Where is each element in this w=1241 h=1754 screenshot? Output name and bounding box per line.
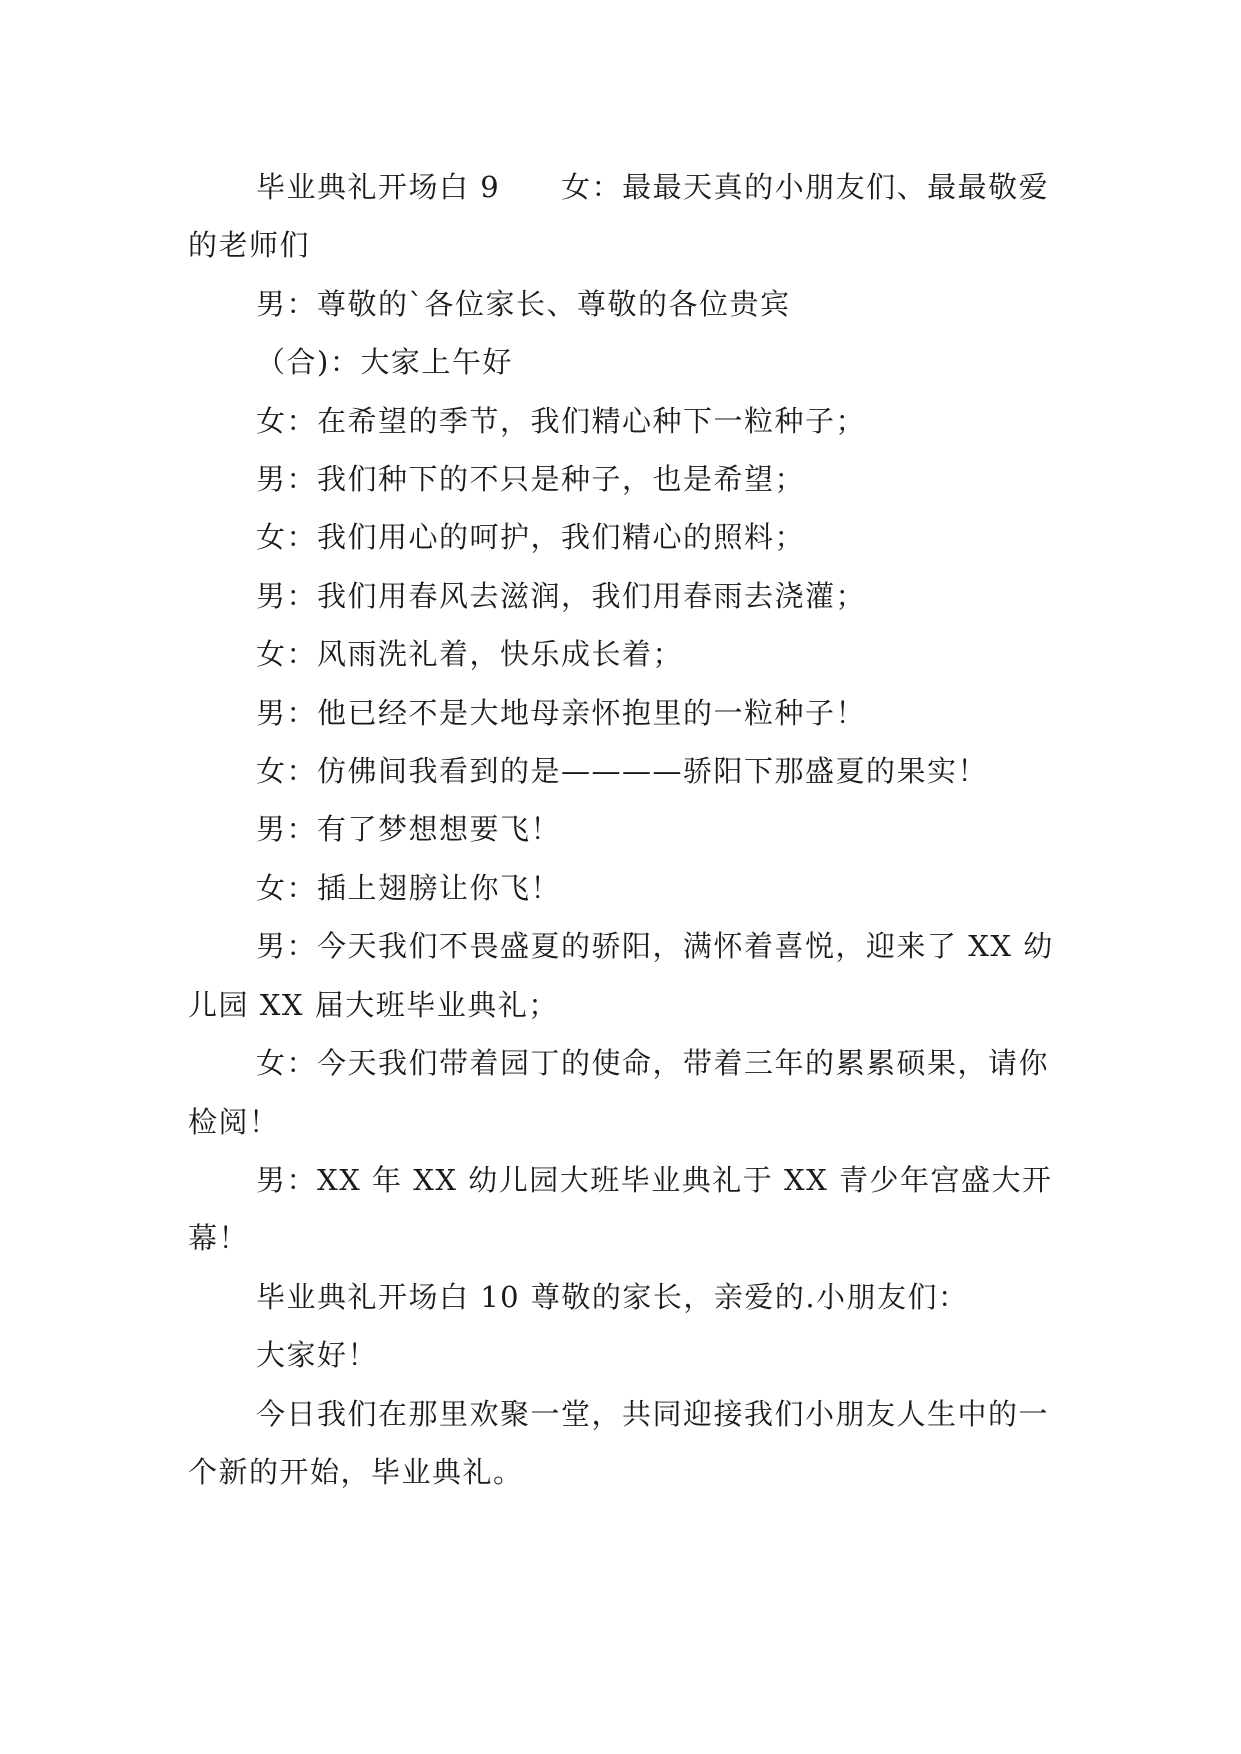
paragraph: 毕业典礼开场白 10 尊敬的家长，亲爱的.小朋友们： xyxy=(256,1279,969,1314)
paragraph: 女：插上翅膀让你飞！ xyxy=(256,870,562,905)
paragraph: 女：仿佛间我看到的是————骄阳下那盛夏的果实！ xyxy=(256,754,989,789)
paragraph: 男：尊敬的`各位家长、尊敬的各位贵宾 xyxy=(256,286,791,321)
document-body xyxy=(188,158,1068,1501)
paragraph: 女：我们用心的呵护，我们精心的照料； xyxy=(256,520,806,555)
paragraph: 女：今天我们带着园丁的使命，带着三年的累累硕果，请你检阅！ xyxy=(188,1046,1050,1139)
paragraph: 男：我们种下的不只是种子，也是希望； xyxy=(256,462,806,497)
paragraph: 女：风雨洗礼着，快乐成长着； xyxy=(256,637,684,672)
paragraph: 女：在希望的季节，我们精心种下一粒种子； xyxy=(256,403,867,438)
paragraph: 今日我们在那里欢聚一堂，共同迎接我们小朋友人生中的一个新的开始，毕业典礼。 xyxy=(188,1396,1050,1489)
paragraph: 男：今天我们不畏盛夏的骄阳，满怀着喜悦，迎来了 XX 幼儿园 XX 届大班毕业典礼； xyxy=(188,929,1054,1022)
paragraph: 大家好！ xyxy=(256,1338,379,1373)
paragraph: 男：XX 年 XX 幼儿园大班毕业典礼于 XX 青少年宫盛大开幕！ xyxy=(188,1162,1053,1256)
paragraph: 毕业典礼开场白 9 女：最最天真的小朋友们、最最敬爱的老师们 xyxy=(188,170,1050,263)
paragraph: （合)：大家上午好 xyxy=(256,345,513,380)
paragraph: 男：他已经不是大地母亲怀抱里的一粒种子！ xyxy=(256,695,867,730)
paragraph: 男：有了梦想想要飞！ xyxy=(256,812,562,847)
paragraph: 男：我们用春风去滋润，我们用春雨去浇灌； xyxy=(256,578,867,613)
